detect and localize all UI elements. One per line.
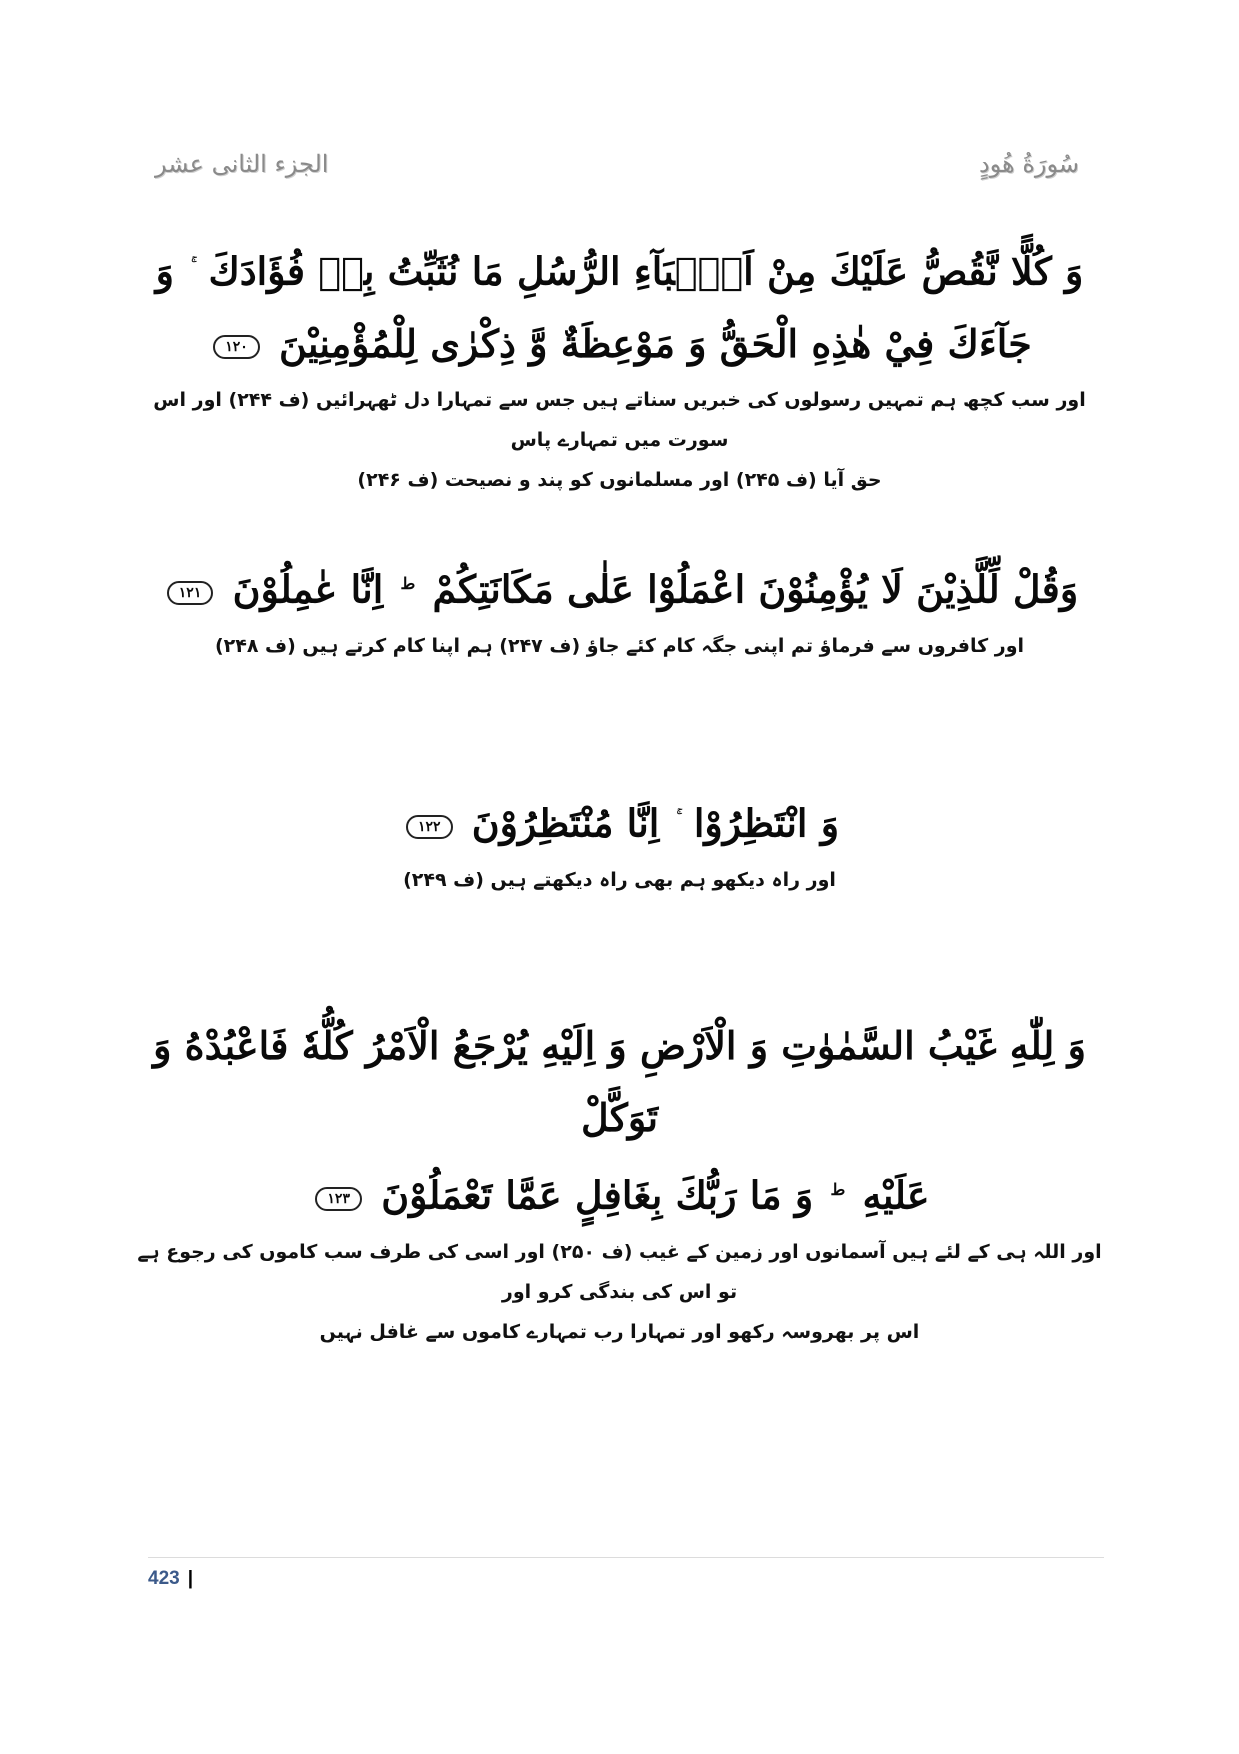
- arabic-verse-line: وَ انْتَظِرُوْا اِنَّا مُنْتَظِرُوْنَ ۱۲۲: [130, 782, 1109, 860]
- urdu-translation-line: حق آیا (ف ۲۴۵) اور مسلمانوں کو پند و نصیحت (ف ۲۴۶): [357, 468, 882, 491]
- ayah-number-marker: ۱۲۰: [213, 335, 260, 359]
- ayah-number-marker: ۱۲۳: [315, 1187, 362, 1211]
- verse-block-121: [130, 548, 1109, 666]
- urdu-translation-line: اور کافروں سے فرماؤ تم اپنی جگہ کام کئے جاؤ (ف ۲۴۷) ہم اپنا کام کرتے ہیں (ف ۲۴۸): [214, 634, 1025, 657]
- arabic-verse-line: وَقُلْ لِّلَّذِيْنَ لَا يُؤْمِنُوْنَ اعْمَلُوْا عَلٰى مَكَانَتِكُمْ $^ط$ اِنَّا عٰمِلُوْنَ ۱۲۱: [130, 548, 1109, 626]
- footer-divider: [148, 1557, 1104, 1558]
- arabic-verse-line: وَ كُلًّا نَّقُصُّ عَلَيْكَ مِنْ اَنْۢبَآءِ الرُّسُلِ مَا نُثَبِّتُ بِهٖ فُؤَادَكَ وَ جَآءَكَ فِيْ هٰذِهِ الْحَقُّ وَ مَوْعِظَةٌ وَّ ذِكْرٰى لِلْمُؤْمِنِيْنَ ۱۲۰: [155, 248, 1084, 366]
- page-number-separator: |: [187, 1568, 194, 1589]
- waqf-mark: ط: [830, 1180, 846, 1199]
- urdu-translation-line: اور سب کچھ ہم تمہیں رسولوں کی خبریں سناتے ہیں جس سے تمہارا دل ٹھہرائیں (ف ۲۴۴) اور اس سورت میں تمہارے پاس: [153, 388, 1086, 451]
- verse-block-123: [130, 1010, 1109, 1352]
- arabic-verse-line: عَلَيْهِ $^ط$ وَ مَا رَبُّكَ بِغَافِلٍ عَمَّا تَعْمَلُوْنَ ۱۲۳: [130, 1154, 1109, 1232]
- page-number: 423 |: [148, 1568, 194, 1589]
- urdu-translation-line: اس پر بھروسہ رکھو اور تمہارا رب تمہارے کاموں سے غافل نہیں: [319, 1320, 920, 1343]
- urdu-translation-line: اور اللہ ہی کے لئے ہیں آسمانوں اور زمین کے غیب (ف ۲۵۰) اور اسی کی طرف سب کاموں کی رجوع ہے تو اس کی بندگی کرو اور: [137, 1240, 1102, 1303]
- arabic-verse-line: وَ لِلّٰهِ غَيْبُ السَّمٰوٰتِ وَ الْاَرْضِ وَ اِلَيْهِ يُرْجَعُ الْاَمْرُ كُلُّهٗ فَاعْبُدْهُ وَ تَوَكَّلْ: [153, 1023, 1086, 1140]
- verse-block-122: [130, 782, 1109, 900]
- surah-name-header: سُورَةُ هُودٍ: [978, 150, 1079, 178]
- ayah-number-marker: ۱۲۱: [167, 581, 214, 605]
- urdu-translation-line: اور راہ دیکھو ہم بھی راہ دیکھتے ہیں (ف ۲۴۹): [403, 868, 836, 891]
- verse-block-120: [130, 230, 1109, 500]
- waqf-mark: ط: [400, 574, 416, 593]
- ayah-number-marker: ۱۲۲: [406, 815, 453, 839]
- juz-name-header: الجزء الثانی عشر: [155, 150, 329, 178]
